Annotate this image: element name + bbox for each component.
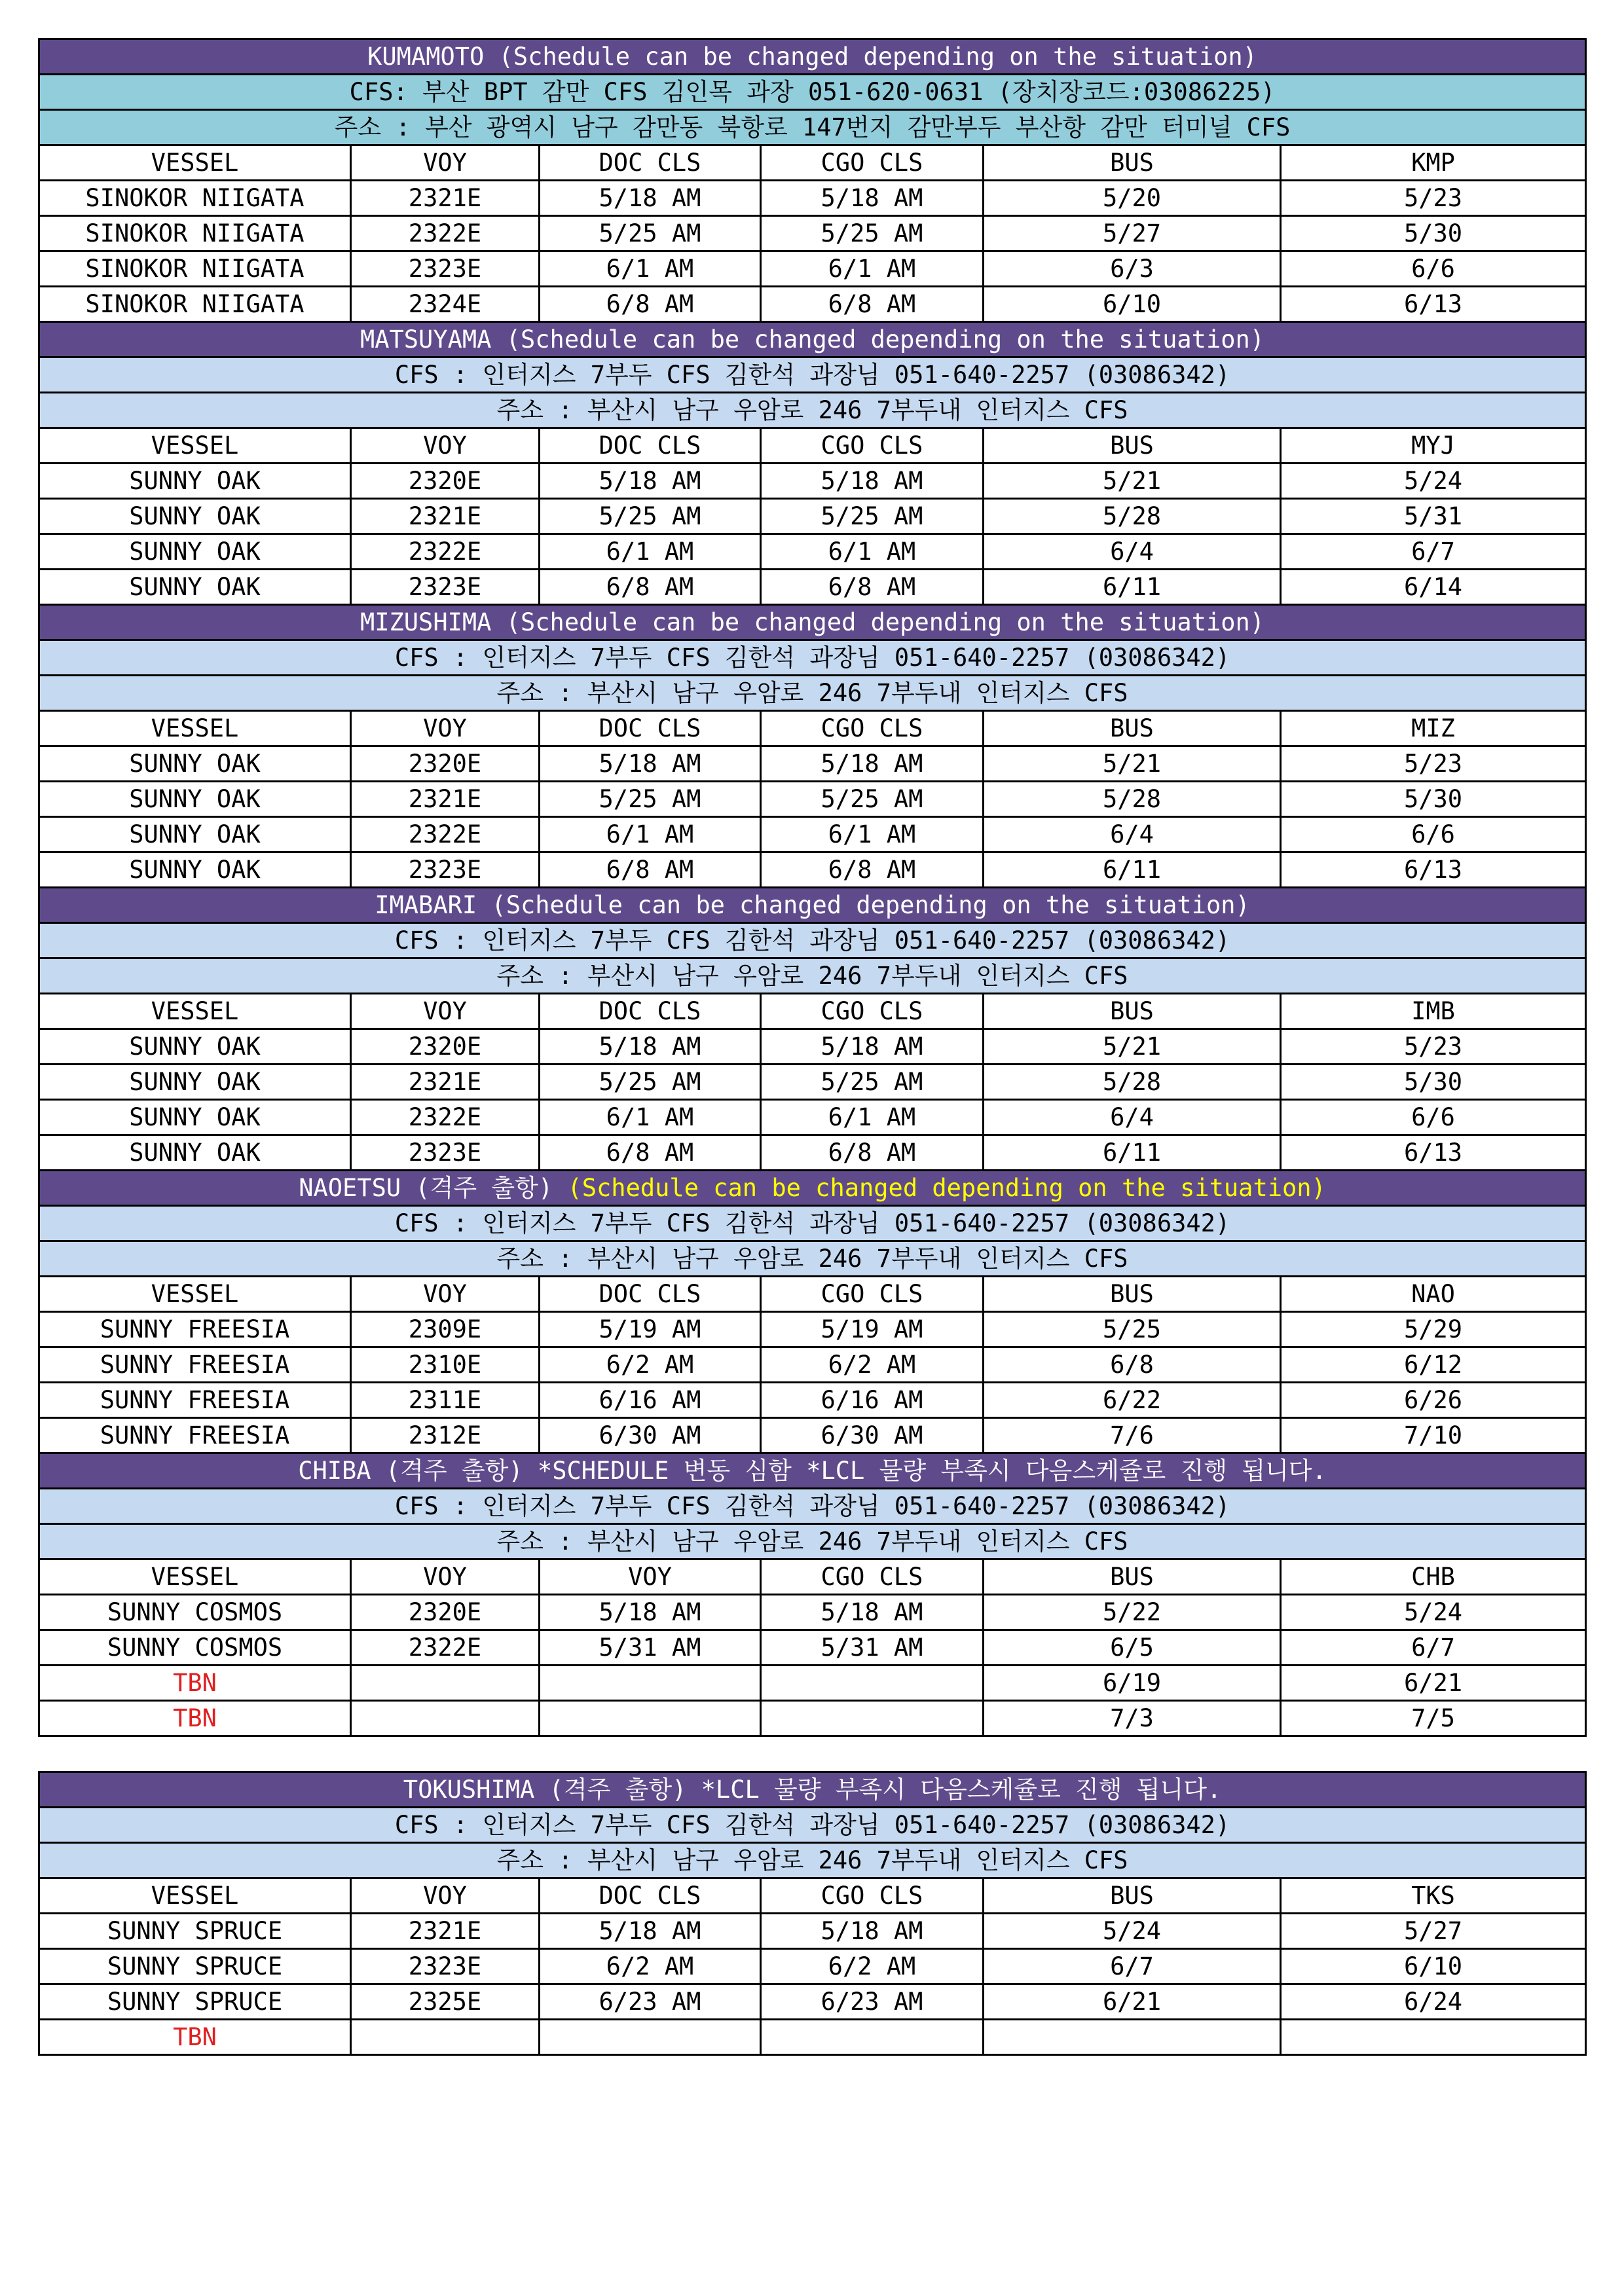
voy-cell: 2309E (351, 1312, 540, 1347)
table-row (39, 1949, 1586, 1984)
cgo-cls-cell: 6/8 AM (761, 570, 984, 605)
vessel-cell: SUNNY COSMOS (39, 1595, 351, 1630)
doc-cls-cell (540, 1701, 761, 1736)
bus-cell: 6/19 (984, 1666, 1281, 1701)
dest-cell: 5/23 (1281, 746, 1586, 782)
cfs-address: 주소 : 부산시 남구 우암로 246 7부두내 인터지스 CFS (39, 1524, 1586, 1559)
dest-cell: 5/23 (1281, 1029, 1586, 1065)
bus-cell: 5/24 (984, 1914, 1281, 1949)
col-header: VESSEL (39, 1878, 351, 1914)
vessel-cell: SINOKOR NIIGATA (39, 181, 351, 216)
vessel-cell: SINOKOR NIIGATA (39, 287, 351, 322)
col-header: CGO CLS (761, 428, 984, 464)
header-row (39, 711, 1586, 746)
vessel-cell: SUNNY OAK (39, 570, 351, 605)
table-row (39, 1135, 1586, 1171)
table-row (39, 1984, 1586, 2020)
bus-cell: 5/22 (984, 1595, 1281, 1630)
voy-cell: 2320E (351, 1595, 540, 1630)
cgo-cls-cell: 6/2 AM (761, 1347, 984, 1383)
col-header: BUS (984, 1277, 1281, 1312)
voy-cell: 2321E (351, 1065, 540, 1100)
dest-cell: 6/21 (1281, 1666, 1586, 1701)
bus-cell: 7/3 (984, 1701, 1281, 1736)
table-row (39, 1029, 1586, 1065)
section-title (39, 1772, 1586, 1808)
cfs-address: 주소 : 부산시 남구 우암로 246 7부두내 인터지스 CFS (39, 676, 1586, 711)
dest-cell: 6/13 (1281, 852, 1586, 888)
col-header: DOC CLS (540, 994, 761, 1029)
dest-cell: 5/30 (1281, 782, 1586, 817)
dest-cell (1281, 2020, 1586, 2055)
port-name: NAOETSU (격주 출항) (299, 1174, 553, 1202)
col-header: NAO (1281, 1277, 1586, 1312)
dest-cell: 5/27 (1281, 1914, 1586, 1949)
vessel-cell: SUNNY OAK (39, 852, 351, 888)
bus-cell: 5/28 (984, 1065, 1281, 1100)
table-row (39, 1100, 1586, 1135)
table-row (39, 1701, 1586, 1736)
table-row (39, 534, 1586, 570)
cfs-info: CFS : 인터지스 7부두 CFS 김한석 과장님 051-640-2257 (03086342) (39, 357, 1586, 393)
port-name: CHIBA (격주 출항) (298, 1457, 523, 1485)
doc-cls-cell: 5/18 AM (540, 464, 761, 499)
vessel-cell: SUNNY OAK (39, 1029, 351, 1065)
col-header: VOY (351, 994, 540, 1029)
schedule-page (38, 38, 1585, 2056)
header-row (39, 428, 1586, 464)
table-row (39, 570, 1586, 605)
voy-cell: 2312E (351, 1418, 540, 1453)
dest-cell: 6/13 (1281, 287, 1586, 322)
voy-cell: 2323E (351, 852, 540, 888)
col-header: DOC CLS (540, 145, 761, 181)
voy-cell: 2322E (351, 534, 540, 570)
voy-cell: 2323E (351, 1135, 540, 1171)
cfs-info: CFS : 인터지스 7부두 CFS 김한석 과장님 051-640-2257 (03086342) (39, 1206, 1586, 1241)
voy-cell: 2322E (351, 216, 540, 251)
voy-cell: 2321E (351, 782, 540, 817)
header-row (39, 1878, 1586, 1914)
header-row (39, 145, 1586, 181)
section-title (39, 1453, 1586, 1489)
table-row (39, 287, 1586, 322)
port-name: MIZUSHIMA (360, 608, 492, 636)
dest-cell: 6/10 (1281, 1949, 1586, 1984)
col-header: VOY (351, 1559, 540, 1595)
col-header: KMP (1281, 145, 1586, 181)
schedule-note: (Schedule can be changed depending on the situation) (506, 608, 1265, 636)
cgo-cls-cell: 6/8 AM (761, 852, 984, 888)
voy-cell: 2321E (351, 1914, 540, 1949)
header-row (39, 1559, 1586, 1595)
cgo-cls-cell: 5/18 AM (761, 746, 984, 782)
cfs-address: 주소 : 부산시 남구 우암로 246 7부두내 인터지스 CFS (39, 393, 1586, 428)
dest-cell: 6/7 (1281, 1630, 1586, 1666)
vessel-cell: SUNNY FREESIA (39, 1418, 351, 1453)
col-header: CGO CLS (761, 994, 984, 1029)
bus-cell: 7/6 (984, 1418, 1281, 1453)
table-row (39, 1595, 1586, 1630)
header-row (39, 994, 1586, 1029)
cfs-info: CFS : 인터지스 7부두 CFS 김한석 과장님 051-640-2257 (03086342) (39, 923, 1586, 958)
doc-cls-cell: 5/25 AM (540, 216, 761, 251)
voy-cell: 2320E (351, 464, 540, 499)
doc-cls-cell: 6/2 AM (540, 1949, 761, 1984)
doc-cls-cell: 5/18 AM (540, 1595, 761, 1630)
port-name: MATSUYAMA (360, 325, 492, 354)
vessel-cell: SINOKOR NIIGATA (39, 216, 351, 251)
voy-cell (351, 1666, 540, 1701)
voy-cell: 2320E (351, 746, 540, 782)
bus-cell: 5/20 (984, 181, 1281, 216)
col-header: VOY (351, 1878, 540, 1914)
bus-cell: 6/22 (984, 1383, 1281, 1418)
col-header: CGO CLS (761, 711, 984, 746)
voy-cell: 2310E (351, 1347, 540, 1383)
table-row (39, 746, 1586, 782)
cgo-cls-cell: 5/18 AM (761, 1595, 984, 1630)
col-header: DOC CLS (540, 711, 761, 746)
cgo-cls-cell (761, 1666, 984, 1701)
dest-cell: 7/10 (1281, 1418, 1586, 1453)
dest-cell: 5/31 (1281, 499, 1586, 534)
cgo-cls-cell: 5/25 AM (761, 1065, 984, 1100)
vessel-cell: TBN (39, 1666, 351, 1701)
dest-cell: 5/24 (1281, 464, 1586, 499)
dest-cell: 6/12 (1281, 1347, 1586, 1383)
vessel-cell: SUNNY OAK (39, 499, 351, 534)
voy-cell: 2311E (351, 1383, 540, 1418)
cgo-cls-cell: 6/8 AM (761, 287, 984, 322)
col-header: VESSEL (39, 1559, 351, 1595)
cgo-cls-cell: 6/1 AM (761, 817, 984, 852)
col-header: BUS (984, 428, 1281, 464)
table-row (39, 464, 1586, 499)
cgo-cls-cell (761, 1701, 984, 1736)
cgo-cls-cell: 5/25 AM (761, 216, 984, 251)
vessel-cell: SUNNY OAK (39, 464, 351, 499)
doc-cls-cell: 6/8 AM (540, 570, 761, 605)
table-row (39, 2020, 1586, 2055)
bus-cell: 6/8 (984, 1347, 1281, 1383)
dest-cell: 5/24 (1281, 1595, 1586, 1630)
col-header: CGO CLS (761, 1878, 984, 1914)
vessel-cell: SUNNY SPRUCE (39, 1914, 351, 1949)
table-row (39, 251, 1586, 287)
doc-cls-cell: 6/1 AM (540, 1100, 761, 1135)
cfs-info: CFS : 인터지스 7부두 CFS 김한석 과장님 051-640-2257 (03086342) (39, 640, 1586, 676)
cgo-cls-cell: 6/1 AM (761, 1100, 984, 1135)
doc-cls-cell: 6/1 AM (540, 534, 761, 570)
doc-cls-cell: 5/18 AM (540, 1029, 761, 1065)
cgo-cls-cell: 6/1 AM (761, 534, 984, 570)
col-header: CGO CLS (761, 1559, 984, 1595)
voy-cell: 2323E (351, 1949, 540, 1984)
doc-cls-cell: 6/8 AM (540, 287, 761, 322)
voy-cell: 2325E (351, 1984, 540, 2020)
bus-cell: 6/10 (984, 287, 1281, 322)
dest-cell: 5/29 (1281, 1312, 1586, 1347)
bus-cell: 6/5 (984, 1630, 1281, 1666)
cgo-cls-cell: 5/25 AM (761, 499, 984, 534)
section-title (39, 888, 1586, 923)
dest-cell: 6/24 (1281, 1984, 1586, 2020)
cfs-info: CFS : 인터지스 7부두 CFS 김한석 과장님 051-640-2257 (03086342) (39, 1489, 1586, 1524)
section-title (39, 39, 1586, 75)
table-row (39, 1312, 1586, 1347)
schedule-note: (Schedule can be changed depending on the situation) (506, 325, 1265, 354)
doc-cls-cell (540, 1666, 761, 1701)
bus-cell: 5/25 (984, 1312, 1281, 1347)
voy-cell (351, 2020, 540, 2055)
doc-cls-cell: 6/1 AM (540, 251, 761, 287)
table-row (39, 499, 1586, 534)
bus-cell: 6/4 (984, 817, 1281, 852)
section-spacer (38, 1737, 1585, 1771)
doc-cls-cell: 5/19 AM (540, 1312, 761, 1347)
table-row (39, 1383, 1586, 1418)
schedule-table-kumamoto (38, 38, 1587, 1737)
col-header: MIZ (1281, 711, 1586, 746)
dest-cell: 6/14 (1281, 570, 1586, 605)
schedule-note: *SCHEDULE 변동 심함 *LCL 물량 부족시 다음스케쥴로 진행 됩니다. (537, 1457, 1327, 1485)
doc-cls-cell: 6/2 AM (540, 1347, 761, 1383)
dest-cell: 6/6 (1281, 817, 1586, 852)
voy-cell: 2321E (351, 499, 540, 534)
dest-cell: 7/5 (1281, 1701, 1586, 1736)
schedule-note: (Schedule can be changed depending on the situation) (498, 43, 1257, 71)
col-header: VOY (351, 1277, 540, 1312)
doc-cls-cell: 6/16 AM (540, 1383, 761, 1418)
col-header: CGO CLS (761, 145, 984, 181)
section-title (39, 605, 1586, 640)
vessel-cell: SUNNY OAK (39, 782, 351, 817)
dest-cell: 6/13 (1281, 1135, 1586, 1171)
cgo-cls-cell: 6/30 AM (761, 1418, 984, 1453)
bus-cell: 5/27 (984, 216, 1281, 251)
cfs-info: CFS: 부산 BPT 감만 CFS 김인목 과장 051-620-0631 (장치장코드:03086225) (39, 75, 1586, 110)
cgo-cls-cell: 5/18 AM (761, 1029, 984, 1065)
vessel-cell: SUNNY OAK (39, 1135, 351, 1171)
header-row (39, 1277, 1586, 1312)
table-row (39, 1418, 1586, 1453)
doc-cls-cell: 6/1 AM (540, 817, 761, 852)
vessel-cell: SUNNY OAK (39, 746, 351, 782)
col-header: IMB (1281, 994, 1586, 1029)
cgo-cls-cell: 5/25 AM (761, 782, 984, 817)
col-header: DOC CLS (540, 1277, 761, 1312)
bus-cell: 6/4 (984, 1100, 1281, 1135)
voy-cell: 2322E (351, 817, 540, 852)
doc-cls-cell: 6/30 AM (540, 1418, 761, 1453)
vessel-cell: SUNNY OAK (39, 1100, 351, 1135)
table-row (39, 1914, 1586, 1949)
port-name: KUMAMOTO (367, 43, 485, 71)
bus-cell: 6/4 (984, 534, 1281, 570)
table-row (39, 216, 1586, 251)
cgo-cls-cell (761, 2020, 984, 2055)
vessel-cell: TBN (39, 1701, 351, 1736)
col-header: BUS (984, 145, 1281, 181)
doc-cls-cell: 5/18 AM (540, 746, 761, 782)
table-row (39, 1347, 1586, 1383)
col-header: VOY (351, 145, 540, 181)
col-header: DOC CLS (540, 1878, 761, 1914)
col-header: VESSEL (39, 1277, 351, 1312)
bus-cell: 5/21 (984, 1029, 1281, 1065)
cgo-cls-cell: 6/2 AM (761, 1949, 984, 1984)
table-row (39, 1630, 1586, 1666)
col-header: VOY (351, 711, 540, 746)
col-header: TKS (1281, 1878, 1586, 1914)
col-header: VOY (351, 428, 540, 464)
table-row (39, 181, 1586, 216)
col-header: DOC CLS (540, 428, 761, 464)
schedule-table-tokushima (38, 1771, 1587, 2056)
table-row (39, 852, 1586, 888)
col-header: BUS (984, 994, 1281, 1029)
bus-cell: 6/11 (984, 570, 1281, 605)
cgo-cls-cell: 6/23 AM (761, 1984, 984, 2020)
bus-cell: 5/28 (984, 499, 1281, 534)
doc-cls-cell: 5/18 AM (540, 181, 761, 216)
col-header: VESSEL (39, 711, 351, 746)
bus-cell: 5/21 (984, 746, 1281, 782)
bus-cell: 5/21 (984, 464, 1281, 499)
dest-cell: 6/26 (1281, 1383, 1586, 1418)
doc-cls-cell: 6/23 AM (540, 1984, 761, 2020)
bus-cell (984, 2020, 1281, 2055)
cfs-address: 주소 : 부산시 남구 우암로 246 7부두내 인터지스 CFS (39, 1241, 1586, 1277)
cgo-cls-cell: 5/18 AM (761, 181, 984, 216)
cgo-cls-cell: 6/1 AM (761, 251, 984, 287)
col-header: VOY (540, 1559, 761, 1595)
col-header: BUS (984, 1559, 1281, 1595)
doc-cls-cell: 5/18 AM (540, 1914, 761, 1949)
doc-cls-cell: 5/25 AM (540, 1065, 761, 1100)
col-header: BUS (984, 1878, 1281, 1914)
col-header: CGO CLS (761, 1277, 984, 1312)
col-header: MYJ (1281, 428, 1586, 464)
doc-cls-cell: 6/8 AM (540, 852, 761, 888)
doc-cls-cell: 5/25 AM (540, 782, 761, 817)
table-row (39, 1666, 1586, 1701)
bus-cell: 6/11 (984, 1135, 1281, 1171)
dest-cell: 5/23 (1281, 181, 1586, 216)
dest-cell: 6/6 (1281, 251, 1586, 287)
doc-cls-cell: 5/31 AM (540, 1630, 761, 1666)
voy-cell: 2323E (351, 251, 540, 287)
table-row (39, 1065, 1586, 1100)
section-title (39, 1171, 1586, 1206)
col-header: VESSEL (39, 145, 351, 181)
voy-cell: 2322E (351, 1630, 540, 1666)
vessel-cell: SUNNY FREESIA (39, 1383, 351, 1418)
cfs-address: 주소 : 부산 광역시 남구 감만동 북항로 147번지 감만부두 부산항 감만 터미널 CFS (39, 110, 1586, 145)
schedule-note: (Schedule can be changed depending on the situation) (567, 1174, 1326, 1202)
vessel-cell: SUNNY SPRUCE (39, 1949, 351, 1984)
bus-cell: 6/3 (984, 251, 1281, 287)
cfs-address: 주소 : 부산시 남구 우암로 246 7부두내 인터지스 CFS (39, 958, 1586, 994)
schedule-note: (Schedule can be changed depending on the situation) (491, 891, 1250, 919)
table-row (39, 817, 1586, 852)
voy-cell: 2321E (351, 181, 540, 216)
cfs-address: 주소 : 부산시 남구 우암로 246 7부두내 인터지스 CFS (39, 1843, 1586, 1878)
voy-cell: 2323E (351, 570, 540, 605)
vessel-cell: SUNNY OAK (39, 1065, 351, 1100)
voy-cell: 2324E (351, 287, 540, 322)
cgo-cls-cell: 5/31 AM (761, 1630, 984, 1666)
col-header: CHB (1281, 1559, 1586, 1595)
vessel-cell: SUNNY FREESIA (39, 1347, 351, 1383)
table-row (39, 782, 1586, 817)
doc-cls-cell (540, 2020, 761, 2055)
vessel-cell: SINOKOR NIIGATA (39, 251, 351, 287)
dest-cell: 5/30 (1281, 216, 1586, 251)
bus-cell: 6/11 (984, 852, 1281, 888)
bus-cell: 5/28 (984, 782, 1281, 817)
doc-cls-cell: 6/8 AM (540, 1135, 761, 1171)
dest-cell: 6/7 (1281, 534, 1586, 570)
vessel-cell: SUNNY OAK (39, 534, 351, 570)
schedule-note: *LCL 물량 부족시 다음스케쥴로 진행 됩니다. (701, 1776, 1222, 1804)
bus-cell: 6/7 (984, 1949, 1281, 1984)
dest-cell: 5/30 (1281, 1065, 1586, 1100)
cgo-cls-cell: 5/19 AM (761, 1312, 984, 1347)
cgo-cls-cell: 6/8 AM (761, 1135, 984, 1171)
dest-cell: 6/6 (1281, 1100, 1586, 1135)
voy-cell: 2320E (351, 1029, 540, 1065)
cgo-cls-cell: 6/16 AM (761, 1383, 984, 1418)
col-header: VESSEL (39, 428, 351, 464)
col-header: BUS (984, 711, 1281, 746)
vessel-cell: TBN (39, 2020, 351, 2055)
voy-cell (351, 1701, 540, 1736)
cgo-cls-cell: 5/18 AM (761, 464, 984, 499)
col-header: VESSEL (39, 994, 351, 1029)
voy-cell: 2322E (351, 1100, 540, 1135)
doc-cls-cell: 5/25 AM (540, 499, 761, 534)
cgo-cls-cell: 5/18 AM (761, 1914, 984, 1949)
cfs-info: CFS : 인터지스 7부두 CFS 김한석 과장님 051-640-2257 (03086342) (39, 1808, 1586, 1843)
port-name: TOKUSHIMA (격주 출항) (403, 1776, 687, 1804)
section-title (39, 322, 1586, 357)
vessel-cell: SUNNY FREESIA (39, 1312, 351, 1347)
port-name: IMABARI (375, 891, 477, 919)
vessel-cell: SUNNY SPRUCE (39, 1984, 351, 2020)
bus-cell: 6/21 (984, 1984, 1281, 2020)
vessel-cell: SUNNY COSMOS (39, 1630, 351, 1666)
vessel-cell: SUNNY OAK (39, 817, 351, 852)
